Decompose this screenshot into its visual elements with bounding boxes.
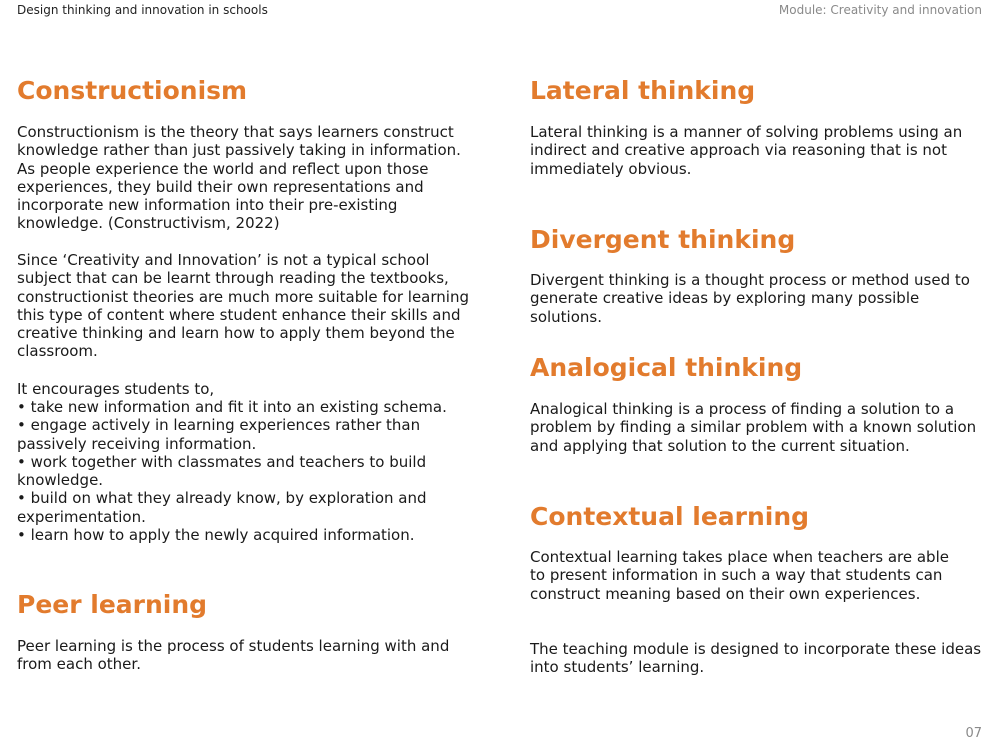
bullet-item: • learn how to apply the newly acquired information. [17, 526, 415, 545]
document-title: Design thinking and innovation in schools [17, 3, 268, 17]
constructionism-bullet-list [17, 398, 447, 544]
contextual-learning-heading: Contextual learning [530, 502, 810, 531]
analogical-thinking-paragraph: Analogical thinking is a process of finding a solution to a problem by finding a similar problem with a known solution and applying that solution to the current situation. [530, 400, 977, 455]
closing-note: The teaching module is designed to incorporate these ideas into students’ learning. [530, 640, 982, 677]
page-number: 07 [965, 726, 982, 741]
bullet-item: • take new information and fit it into an existing schema. [17, 398, 447, 416]
peer-learning-heading: Peer learning [17, 590, 208, 619]
bullet-item: • work together with classmates and teachers to build knowledge. [17, 452, 427, 490]
constructionism-list-intro: It encourages students to, [17, 380, 215, 398]
analogical-thinking-heading: Analogical thinking [530, 353, 803, 382]
divergent-thinking-paragraph: Divergent thinking is a thought process or method used to generate creative ideas by exploring many possible solutions. [530, 271, 970, 326]
constructionism-paragraph-2: Since ‘Creativity and Innovation’ is not a typical school subject that can be learnt through reading the textbooks, constructionist theories are much more suitable for learning this type of content where student enhance their skills and creative thinking and learn how to apply them beyond the classroom. [17, 251, 469, 361]
bullet-item: • engage actively in learning experiences rather than passively receiving information. [17, 416, 421, 453]
bullet-item: • build on what they already know, by exploration and experimentation. [17, 489, 427, 526]
constructionism-paragraph-1: Constructionism is the theory that says learners construct knowledge rather than just passively taking in information. As people experience the world and reflect upon those experiences, they build their own representations and incorporate new information into their pre-existing knowledge. (Constructivism, 2022) [17, 123, 461, 233]
divergent-thinking-heading: Divergent thinking [530, 225, 796, 254]
lateral-thinking-heading: Lateral thinking [530, 76, 756, 105]
module-label: Module: Creativity and innovation [778, 3, 982, 17]
peer-learning-paragraph: Peer learning is the process of students learning with and from each other. [17, 637, 450, 674]
contextual-learning-paragraph: Contextual learning takes place when teachers are able to present information in such a way that students can construct meaning based on their own experiences. [530, 548, 949, 603]
constructionism-heading: Constructionism [17, 76, 248, 105]
lateral-thinking-paragraph: Lateral thinking is a manner of solving problems using an indirect and creative approach via reasoning that is not immediately obvious. [530, 123, 963, 178]
